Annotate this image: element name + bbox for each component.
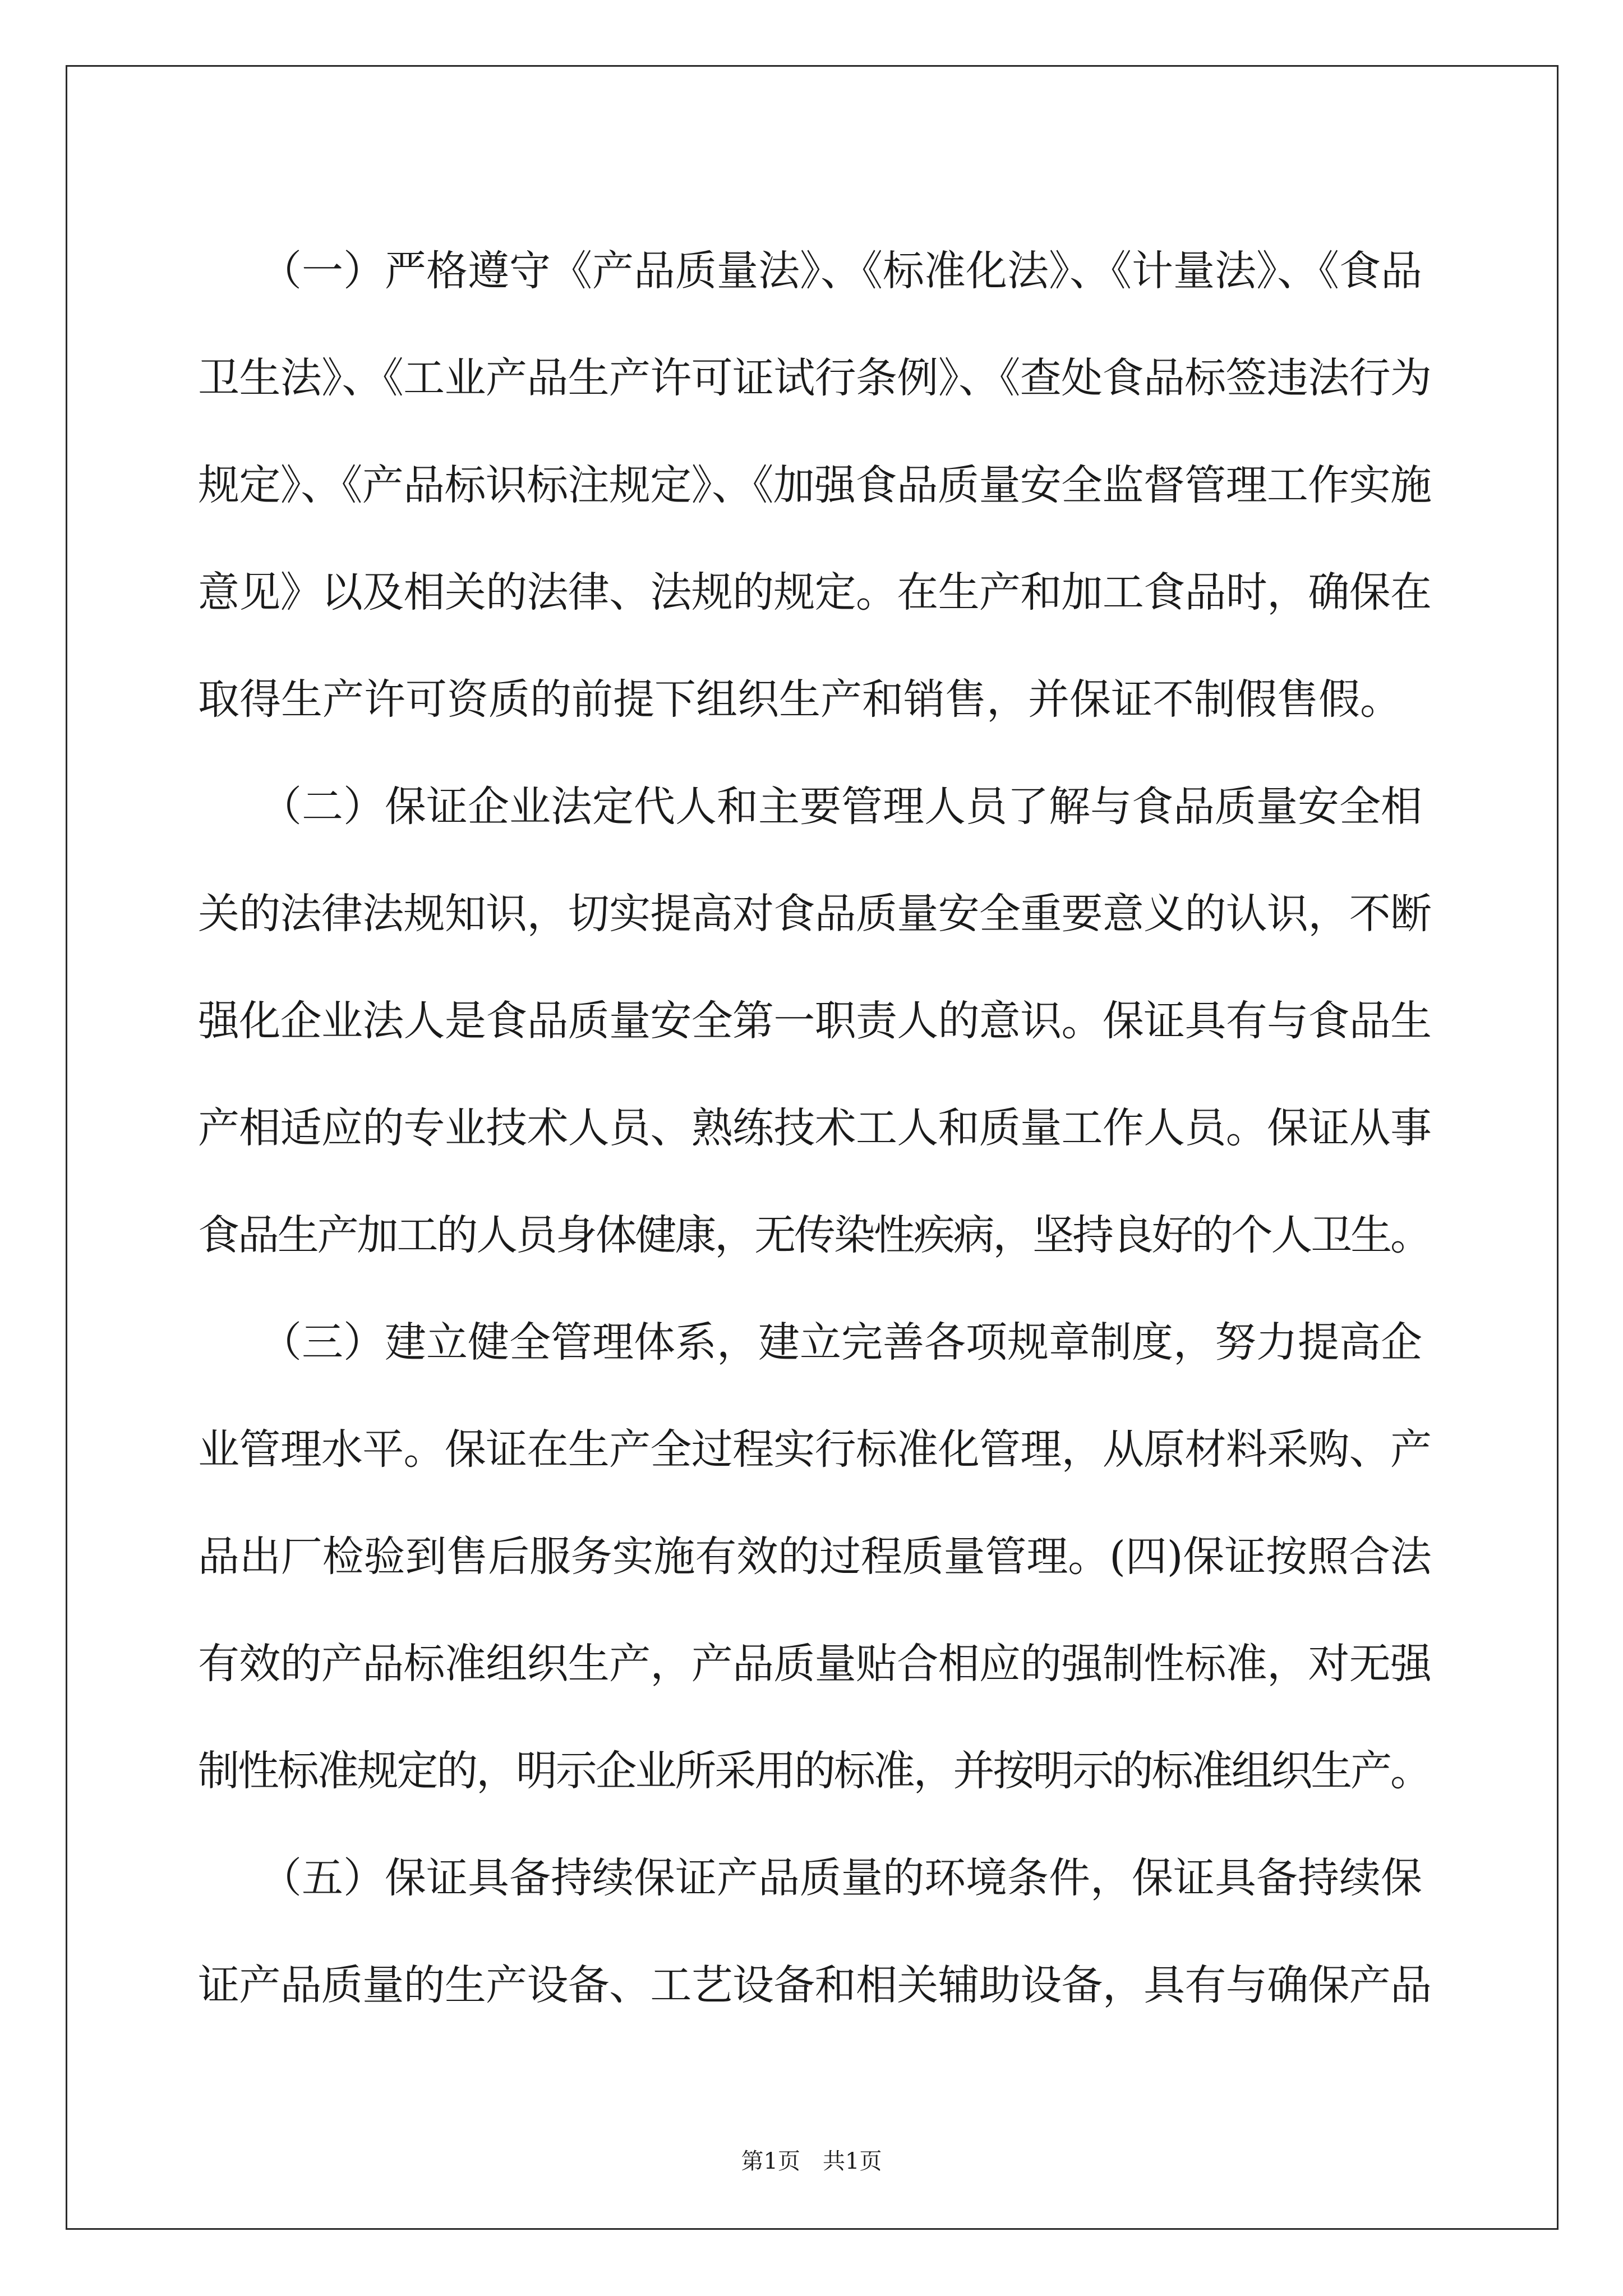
text-line: 规定》、《产品标识标注规定》、《加强食品质量安全监督管理工作实施 xyxy=(198,461,1432,509)
text-line: 卫生法》、《工业产品生产许可证试行条例》、《查处食品标签违法行为 xyxy=(198,354,1432,402)
text-line: （一）严格遵守《产品质量法》、《标准化法》、《计量法》、《食品 xyxy=(198,247,1422,295)
text-line: （二）保证企业法定代人和主要管理人员了解与食品质量安全相 xyxy=(198,783,1422,831)
text-line: 业管理水平。保证在生产全过程实行标准化管理，从原材料采购、产 xyxy=(198,1425,1432,1474)
text-line: （五）保证具备持续保证产品质量的环境条件，保证具备持续保 xyxy=(198,1854,1422,1902)
page-number-footer: 第1页 共1页 xyxy=(741,2148,882,2174)
text-line: （三）建立健全管理体系，建立完善各项规章制度，努力提高企 xyxy=(198,1318,1422,1366)
text-line: 取得生产许可资质的前提下组织生产和销售，并保证不制假售假。 xyxy=(198,675,1401,724)
document-body xyxy=(198,218,1432,2039)
text-line: 证产品质量的生产设备、工艺设备和相关辅助设备，具有与确保产品 xyxy=(198,1961,1432,2009)
text-line: 食品生产加工的人员身体健康，无传染性疾病，坚持良好的个人卫生。 xyxy=(198,1211,1430,1259)
text-line: 品出厂检验到售后服务实施有效的过程质量管理。(四)保证按照合法 xyxy=(198,1533,1432,1581)
text-line: 强化企业法人是食品质量安全第一职责人的意识。保证具有与食品生 xyxy=(198,997,1432,1045)
text-line: 制性标准规定的，明示企业所采用的标准，并按明示的标准组织生产。 xyxy=(198,1747,1430,1795)
text-line: 有效的产品标准组织生产，产品质量贴合相应的强制性标准，对无强 xyxy=(198,1640,1432,1688)
text-line: 产相适应的专业技术人员、熟练技术工人和质量工作人员。保证从事 xyxy=(198,1104,1432,1152)
text-line: 意见》以及相关的法律、法规的规定。在生产和加工食品时，确保在 xyxy=(198,568,1432,616)
text-line: 关的法律法规知识，切实提高对食品质量安全重要意义的认识，不断 xyxy=(198,890,1432,938)
